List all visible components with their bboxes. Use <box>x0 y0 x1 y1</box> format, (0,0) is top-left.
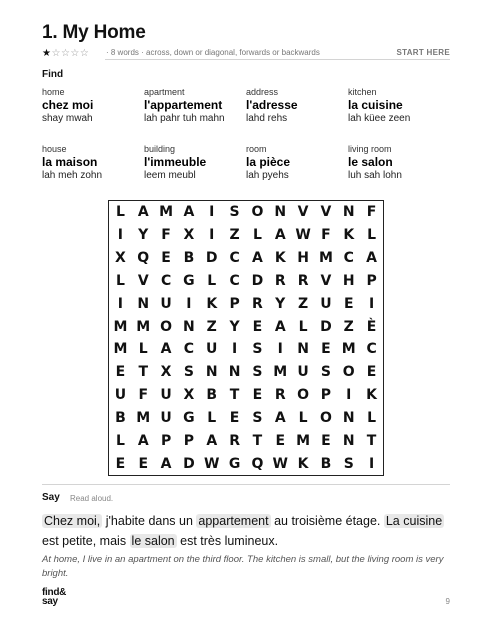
grid-cell[interactable]: U <box>297 364 309 381</box>
grid-cell[interactable]: O <box>342 364 355 381</box>
grid-cell[interactable]: D <box>183 455 195 472</box>
grid-cell[interactable]: M <box>113 341 128 358</box>
highlighted-word: Chez moi, <box>44 514 101 528</box>
grid-cell[interactable]: L <box>207 272 217 289</box>
word-pronunciation: leem meubl <box>144 170 196 181</box>
grid-cell[interactable]: N <box>205 364 218 381</box>
grid-cell[interactable]: D <box>320 318 332 335</box>
grid-cell[interactable]: R <box>274 387 286 404</box>
word-english: apartment <box>144 87 185 97</box>
grid-cell[interactable]: N <box>137 295 150 312</box>
grid-cell[interactable]: I <box>186 295 192 312</box>
grid-cell[interactable]: I <box>117 227 124 244</box>
grid-cell[interactable]: Z <box>298 295 309 312</box>
word-french: chez moi <box>42 98 94 112</box>
grid-cell[interactable]: K <box>206 295 218 312</box>
grid-cell[interactable]: L <box>115 204 125 221</box>
grid-cell[interactable]: A <box>160 341 172 358</box>
grid-cell[interactable]: O <box>251 204 264 221</box>
grid-cell[interactable]: I <box>231 341 238 358</box>
grid-cell[interactable]: Y <box>229 318 240 335</box>
word-french: la cuisine <box>348 98 403 112</box>
grid-cell[interactable]: X <box>183 227 195 244</box>
grid-cell[interactable]: N <box>342 432 355 449</box>
grid-cell[interactable]: K <box>297 455 309 472</box>
highlighted-word: appartement <box>198 514 269 528</box>
highlighted-word: le salon <box>131 534 175 548</box>
grid-cell[interactable]: N <box>274 204 287 221</box>
grid-cell[interactable]: S <box>343 455 354 472</box>
grid-cell[interactable]: U <box>206 341 218 358</box>
grid-cell[interactable]: V <box>137 272 149 289</box>
grid-cell[interactable]: Z <box>229 227 240 244</box>
grid-cell[interactable]: C <box>183 341 195 358</box>
page-title: 1. My Home <box>42 22 146 43</box>
word-english: kitchen <box>348 87 377 97</box>
word-pronunciation: lah pahr tuh mahn <box>144 113 225 124</box>
grid-cell[interactable]: Z <box>343 318 354 335</box>
grid-cell[interactable]: E <box>229 409 240 426</box>
grid-cell[interactable]: A <box>183 204 195 221</box>
puzzle-instructions: · 8 words · across, down or diagonal, forwards or backwards <box>106 48 320 57</box>
difficulty-rating <box>42 48 89 59</box>
grid-cell[interactable]: K <box>366 387 377 404</box>
grid-cell[interactable]: P <box>229 295 240 312</box>
grid-cell[interactable]: V <box>320 204 332 221</box>
grid-cell[interactable]: B <box>206 387 218 404</box>
grid-cell[interactable]: G <box>183 409 195 426</box>
grid-cell[interactable]: V <box>297 204 309 221</box>
grid-cell[interactable]: W <box>272 455 288 472</box>
word-pronunciation: lah meh zohn <box>42 170 103 181</box>
grid-cell[interactable]: E <box>321 341 331 358</box>
grid-cell[interactable]: N <box>228 364 241 381</box>
grid-cell[interactable]: S <box>229 204 240 221</box>
grid-cell[interactable]: E <box>275 432 286 449</box>
star-empty-icon: ☆ <box>79 48 90 59</box>
star-empty-icon: ☆ <box>51 48 61 59</box>
grid-cell[interactable]: È <box>366 318 377 335</box>
word-english: home <box>42 87 65 97</box>
grid-cell[interactable]: E <box>252 318 263 335</box>
grid-cell[interactable]: K <box>343 227 355 244</box>
word-french: le salon <box>348 155 393 169</box>
grid-cell[interactable]: I <box>209 227 215 244</box>
grid-cell[interactable]: T <box>366 432 377 449</box>
grid-cell[interactable]: S <box>183 364 194 381</box>
grid-cell[interactable]: M <box>159 204 174 221</box>
star-empty-icon: ☆ <box>70 48 80 59</box>
word-pronunciation: lah küee zeen <box>348 113 411 124</box>
say-hint: Read aloud. <box>70 494 114 503</box>
word-french: la maison <box>42 155 98 169</box>
grid-cell[interactable]: P <box>366 272 377 289</box>
grid-cell[interactable]: V <box>320 272 332 289</box>
grid-cell[interactable]: F <box>138 387 149 404</box>
grid-cell[interactable]: B <box>320 455 332 472</box>
word-english: living room <box>348 144 392 154</box>
grid-cell[interactable]: L <box>207 409 217 426</box>
grid-cell[interactable]: K <box>274 250 286 267</box>
grid-cell[interactable]: N <box>183 318 195 335</box>
grid-cell[interactable]: F <box>366 204 377 221</box>
star-filled-icon: ★ <box>42 48 52 59</box>
grid-cell[interactable]: I <box>117 295 124 312</box>
header-divider <box>105 59 450 60</box>
grid-cell[interactable]: I <box>346 387 352 404</box>
english-translation: At home, I live in an apartment on the third floor. The kitchen is small, but the living room is very bright. <box>42 554 444 579</box>
grid-cell[interactable]: N <box>297 341 309 358</box>
grid-cell[interactable]: C <box>366 341 377 358</box>
grid-cell[interactable]: M <box>113 318 128 335</box>
word-english: building <box>144 144 176 154</box>
word-item <box>42 87 142 124</box>
letter-grid[interactable] <box>108 200 384 476</box>
french-sentence <box>42 511 452 551</box>
grid-cell[interactable]: L <box>138 341 148 358</box>
grid-cell[interactable]: S <box>252 341 263 358</box>
grid-cell[interactable]: C <box>343 250 354 267</box>
grid-cell[interactable]: E <box>321 432 331 449</box>
grid-cell[interactable]: R <box>274 272 286 289</box>
grid-cell[interactable]: U <box>160 409 172 426</box>
grid-cell[interactable]: C <box>229 250 240 267</box>
grid-cell[interactable]: G <box>228 455 241 472</box>
word-item <box>246 144 346 181</box>
start-here-label: START HERE <box>396 48 450 57</box>
grid-cell[interactable]: U <box>114 387 127 404</box>
grid-cell[interactable]: H <box>342 272 355 289</box>
grid-cell[interactable]: B <box>115 409 126 426</box>
word-item <box>144 144 244 181</box>
grid-cell[interactable]: U <box>160 387 172 404</box>
grid-cell[interactable]: R <box>297 272 309 289</box>
grid-cell[interactable]: M <box>273 364 288 381</box>
grid-cell[interactable]: Z <box>206 318 217 335</box>
grid-cell[interactable]: N <box>342 204 355 221</box>
grid-cell[interactable]: I <box>209 204 215 221</box>
sentence-text: est petite, mais <box>42 534 130 548</box>
grid-cell[interactable]: D <box>205 250 218 267</box>
grid-cell[interactable]: O <box>319 409 332 426</box>
word-pronunciation: lah pyehs <box>246 170 289 181</box>
grid-cell[interactable]: C <box>229 272 240 289</box>
grid-cell[interactable]: A <box>274 318 286 335</box>
grid-cell[interactable]: Q <box>251 455 264 472</box>
grid-cell[interactable]: X <box>183 387 195 404</box>
grid-cell[interactable]: M <box>136 318 151 335</box>
grid-cell[interactable]: I <box>368 295 375 312</box>
grid-cell[interactable]: U <box>160 295 172 312</box>
grid-cell[interactable]: Y <box>275 295 286 312</box>
word-french: l'immeuble <box>144 155 207 169</box>
word-english: address <box>246 87 279 97</box>
grid-cell[interactable]: O <box>160 318 173 335</box>
grid-cell[interactable]: E <box>115 364 126 381</box>
find-and-say-logo <box>42 588 82 606</box>
grid-cell[interactable]: D <box>251 272 264 289</box>
grid-cell[interactable]: L <box>367 227 377 244</box>
word-french: l'appartement <box>144 98 223 112</box>
word-pronunciation: shay mwah <box>42 113 93 124</box>
grid-cell[interactable]: R <box>252 295 263 312</box>
grid-cell[interactable]: H <box>297 250 309 267</box>
grid-cell[interactable]: T <box>229 387 240 404</box>
grid-cell[interactable]: S <box>252 409 263 426</box>
grid-cell[interactable]: F <box>161 227 171 244</box>
grid-cell[interactable]: T <box>252 432 263 449</box>
word-english: room <box>246 144 267 154</box>
word-pronunciation: luh sah lohn <box>348 170 402 181</box>
grid-cell[interactable]: L <box>298 318 308 335</box>
grid-cell[interactable]: L <box>367 409 377 426</box>
word-french: l'adresse <box>246 98 298 112</box>
sentence-text: j'habite dans un <box>102 514 197 528</box>
say-divider <box>42 484 450 485</box>
grid-cell[interactable]: C <box>160 272 172 289</box>
grid-cell[interactable]: A <box>137 204 149 221</box>
grid-cell[interactable]: E <box>343 295 354 312</box>
grid-cell[interactable]: R <box>229 432 240 449</box>
grid-cell[interactable]: M <box>341 341 356 358</box>
word-item <box>246 87 346 124</box>
word-french: la pièce <box>246 155 291 169</box>
grid-cell[interactable]: A <box>366 250 377 267</box>
logo-line-2: say <box>42 596 58 607</box>
grid-cell[interactable]: A <box>206 432 218 449</box>
grid-cell[interactable]: X <box>115 250 126 267</box>
grid-cell[interactable]: M <box>296 432 311 449</box>
word-item <box>348 144 448 181</box>
highlighted-word: La cuisine <box>385 514 443 528</box>
grid-cell[interactable]: W <box>295 227 311 244</box>
word-item <box>42 144 142 181</box>
star-empty-icon: ☆ <box>60 48 71 59</box>
grid-cell[interactable]: M <box>136 409 151 426</box>
grid-cell[interactable]: A <box>160 455 172 472</box>
sentence-text: au troisième étage. <box>270 514 384 528</box>
grid-cell[interactable]: O <box>297 387 310 404</box>
grid-cell[interactable]: B <box>183 250 195 267</box>
grid-cell[interactable]: S <box>252 364 263 381</box>
grid-cell[interactable]: A <box>251 250 263 267</box>
grid-cell[interactable]: W <box>204 455 220 472</box>
grid-cell[interactable]: E <box>252 387 263 404</box>
grid-cell[interactable]: U <box>320 295 332 312</box>
grid-cell[interactable]: P <box>183 432 195 449</box>
page-number: 9 <box>445 597 450 606</box>
find-heading: Find <box>42 69 64 80</box>
grid-cell[interactable]: A <box>274 227 286 244</box>
grid-cell[interactable]: A <box>274 409 286 426</box>
grid-cell[interactable]: E <box>366 364 377 381</box>
grid-cell[interactable]: L <box>252 227 262 244</box>
grid-cell[interactable]: Y <box>138 227 149 244</box>
grid-cell[interactable]: P <box>160 432 172 449</box>
grid-cell[interactable]: A <box>137 432 149 449</box>
word-item <box>144 87 244 124</box>
grid-cell[interactable]: F <box>321 227 331 244</box>
grid-cell[interactable]: L <box>298 409 308 426</box>
grid-cell[interactable]: E <box>115 455 126 472</box>
grid-cell[interactable]: I <box>368 455 375 472</box>
grid-cell[interactable]: N <box>342 409 355 426</box>
grid-cell[interactable]: P <box>320 387 332 404</box>
grid-cell[interactable]: S <box>320 364 331 381</box>
grid-cell[interactable]: G <box>183 272 195 289</box>
grid-cell[interactable]: T <box>138 364 149 381</box>
word-english: house <box>42 144 67 154</box>
word-item <box>348 87 448 124</box>
grid-cell[interactable]: I <box>277 341 283 358</box>
say-heading: Say <box>42 492 60 503</box>
grid-cell[interactable]: L <box>115 272 125 289</box>
sentence-text: est très lumineux. <box>176 534 279 548</box>
grid-cell[interactable]: L <box>115 432 125 449</box>
grid-cell[interactable]: M <box>318 250 333 267</box>
grid-cell[interactable]: E <box>161 250 171 267</box>
grid-cell[interactable]: X <box>160 364 172 381</box>
grid-cell[interactable]: E <box>138 455 149 472</box>
grid-cell[interactable]: Q <box>137 250 150 267</box>
word-pronunciation: lahd rehs <box>246 113 288 124</box>
logo-line-1: find& <box>42 587 67 598</box>
